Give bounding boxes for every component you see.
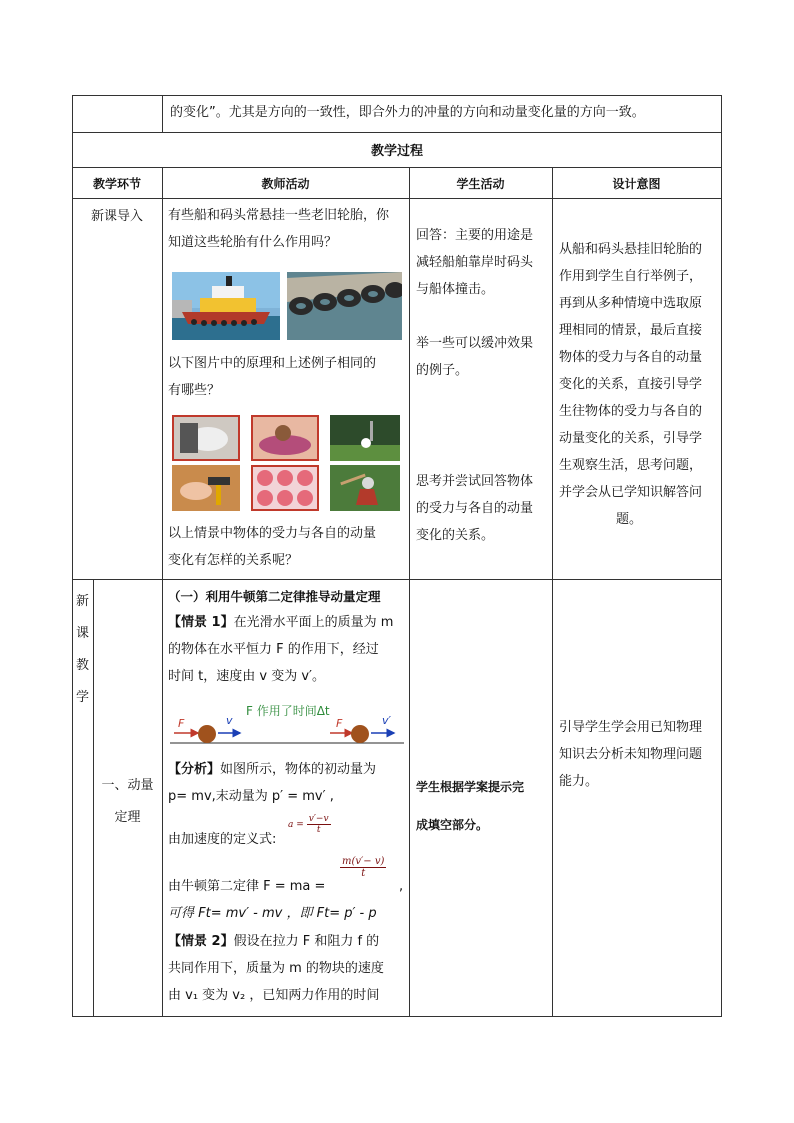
student-answer-3 — [416, 468, 550, 549]
sub-stage-label — [93, 770, 162, 834]
fruit-packaging-photo — [251, 465, 319, 511]
text-line: 知道这些轮胎有什么作用吗？ — [168, 235, 338, 250]
text-line: 有哪些？ — [168, 383, 221, 398]
text-line: 时间 t，速度由 v 变为 v′。 — [168, 669, 325, 684]
header-design: 设计意图 — [612, 177, 661, 191]
analysis-label: 【分析】 — [168, 762, 221, 777]
text-line: p= mv,末动量为 p′ = mv′ , — [168, 789, 334, 804]
text-line: 从船和码头悬挂旧轮胎的 — [559, 242, 703, 257]
table-border — [72, 95, 73, 1017]
text-line: 如图所示，物体的初动量为 — [220, 762, 377, 777]
table-border — [162, 167, 163, 1017]
ball-2 — [351, 725, 369, 743]
text-line: 理相同的情景，最后直接 — [559, 323, 703, 338]
student-activity-2 — [416, 768, 550, 844]
stage-label: 新课导入 — [90, 209, 143, 224]
stage-vertical-label — [72, 586, 93, 714]
table-border — [72, 167, 722, 168]
text-line: 减轻船舶靠岸时码头 — [416, 255, 534, 270]
velocity-label-1: v — [226, 714, 233, 727]
header-student: 学生活动 — [456, 177, 505, 191]
text-line: 知识去分析未知物理问题 — [559, 747, 703, 762]
table-border — [552, 167, 553, 1017]
text-line: 能力。 — [559, 774, 599, 789]
text-line: 共同作用下，质量为 m 的物块的速度 — [168, 961, 384, 976]
text-line: 由 v₁ 变为 v₂ ，已知两力作用的时间 — [168, 988, 380, 1003]
text-line: 的受力与各自的动量 — [416, 501, 534, 516]
design-intent-2 — [559, 714, 719, 795]
baseball-photo — [330, 465, 400, 511]
student-answer-1 — [416, 222, 550, 303]
analysis-block — [168, 756, 408, 810]
scene-1 — [168, 609, 408, 690]
text-line: 成填空部分。 — [416, 818, 489, 832]
student-answer-2 — [416, 330, 550, 384]
scene-2 — [168, 928, 408, 1009]
header-teacher: 教师活动 — [261, 177, 310, 191]
text-line: 变化的关系，直接引导学 — [559, 377, 703, 392]
text-line: 生往物体的受力与各自的 — [559, 404, 703, 419]
text-line: 的物体在水平恒力 F 的作用下，经过 — [168, 642, 379, 657]
text-char: 教 — [75, 658, 89, 673]
acceleration-definition: 由加速度的定义式: — [168, 832, 277, 847]
formula-denominator: t — [361, 868, 366, 879]
figure-caption: F 作用了时间Δt — [246, 704, 330, 718]
section-title: 教学过程 — [370, 144, 423, 159]
dock-tires-photo — [287, 272, 402, 340]
newton-formula — [340, 856, 386, 879]
formula-denominator: t — [316, 825, 321, 835]
text-line: 变化有怎样的关系呢？ — [168, 553, 299, 568]
teacher-question-2 — [168, 350, 408, 404]
table-border — [72, 579, 722, 580]
force-label-2: F — [336, 717, 343, 730]
golf-photo — [330, 415, 400, 461]
text-line: 定理 — [114, 810, 141, 825]
text-line: 一、动量 — [101, 778, 154, 793]
design-intent-1 — [559, 236, 719, 533]
table-border — [72, 198, 722, 199]
text-line: 引导学生学会用已知物理 — [559, 720, 703, 735]
continued-text: 的变化”。尤其是方向的一致性，即合外力的冲量的方向和动量变化量的方向一致。 — [170, 105, 645, 120]
force-label-1: F — [178, 717, 185, 730]
velocity-label-2: v′ — [382, 714, 392, 727]
airbag-photo — [172, 415, 240, 461]
section-heading: （一）利用牛顿第二定律推导动量定理 — [168, 589, 381, 604]
formula-lhs: a = — [288, 819, 304, 830]
text-line: 动量变化的关系，引导学 — [559, 431, 703, 446]
newton-second-law: 由牛顿第二定律 F = ma = — [168, 879, 326, 894]
impulse-result: 可得 Ft= mv′ - mv ，即 Ft= p′ - p — [168, 906, 377, 921]
text-line: 以下图片中的原理和上述例子相同的 — [168, 356, 377, 371]
scene-label: 【情景 2】 — [168, 934, 234, 949]
hammer-photo — [172, 465, 240, 511]
stunt-landing-photo — [251, 415, 319, 461]
text-line: 的例子。 — [416, 363, 469, 378]
comma: , — [399, 879, 404, 894]
scene-label: 【情景 1】 — [168, 615, 234, 630]
table-border — [409, 167, 410, 1017]
text-line: 作用到学生自行举例子， — [559, 269, 703, 284]
motion-figure — [170, 700, 406, 750]
text-line: 学生根据学案提示完 — [416, 780, 525, 794]
ball-1 — [198, 725, 216, 743]
table-border — [72, 95, 722, 96]
text-line: 有些船和码头常悬挂一些老旧轮胎，你 — [168, 208, 390, 223]
text-line: 以上情景中物体的受力与各自的动量 — [168, 526, 377, 541]
text-line: 变化的关系。 — [416, 528, 495, 543]
text-char: 课 — [75, 626, 89, 641]
text-line: 举一些可以缓冲效果 — [416, 336, 534, 351]
text-line: 题。 — [615, 512, 642, 527]
text-line: 回答：主要的用途是 — [416, 228, 534, 243]
table-border — [72, 132, 722, 133]
text-char: 学 — [75, 690, 89, 705]
text-line: 生观察生活，思考问题， — [559, 458, 703, 473]
formula-numerator: m(v′− v) — [342, 856, 385, 867]
text-line: 与船体撞击。 — [416, 282, 495, 297]
text-line: 假设在拉力 F 和阻力 f 的 — [233, 934, 380, 949]
text-line: 再到从多种情境中选取原 — [559, 296, 703, 311]
formula-numerator: v′−v — [308, 814, 329, 824]
table-border — [721, 95, 722, 1017]
teacher-question-3 — [168, 520, 408, 574]
table-border — [72, 1016, 722, 1017]
table-border — [162, 95, 163, 132]
tugboat-photo — [172, 272, 280, 340]
text-char: 新 — [75, 594, 89, 609]
teacher-question-1 — [168, 202, 408, 256]
header-stage: 教学环节 — [92, 177, 141, 191]
text-line: 思考并尝试回答物体 — [416, 474, 534, 489]
acceleration-formula — [288, 814, 331, 835]
text-line: 物体的受力与各自的动量 — [559, 350, 703, 365]
text-line: 在光滑水平面上的质量为 m — [233, 615, 394, 630]
text-line: 并学会从已学知识解答问 — [559, 485, 703, 500]
